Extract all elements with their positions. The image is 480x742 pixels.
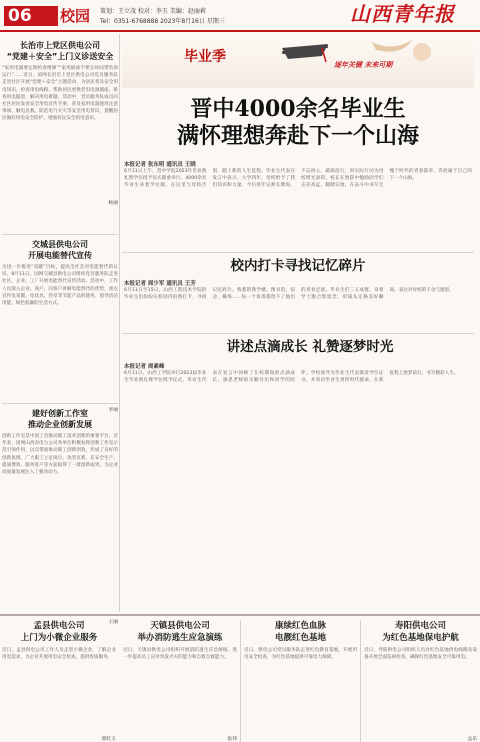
story-byline: 本报记者 周素峰 (124, 364, 165, 370)
bottom-byline: 孟乐 (467, 737, 477, 742)
story-byline: 本报记者 周少军 通讯员 王芳 (124, 281, 196, 287)
brief-body: 创新工作室是中国工会推动职工技术创新的重要平台。近年来，国网山西省电力公司各单位积极发挥创新工作室示范引领作用，以点带面推动职工创新创效，形成了良好的创新氛围，广大职工立足岗位、攻坚克难，在安全生产、提质增效、服务客户等方面取得了一批创新成果，为企业高质量发展注入了强劲动力。 (2, 434, 118, 476)
contact-line: Tel：0351-6768888 2023年8月16日 星期三 (100, 18, 225, 25)
story-body: 6月11日至15日，山西工程技术学院的毕业生们纷纷在校园内拍照打卡，寻找记忆碎片。熟悉的教学楼、图书馆、宿舍、操场……每一个角落都留下了他们的青春足迹。毕业生们三五成群，身着学士服合影留念，用镜头定格美好瞬间，表达对母校的不舍与感恩。 (124, 288, 454, 301)
bottom-body: 近日，寿阳供电公司组织人员对红色基地供电线路及设备开展全面巡视检查，确保红色基地安全可靠用电。 (364, 648, 477, 661)
bottom-article (364, 620, 477, 742)
section-divider (122, 333, 474, 334)
section-divider (0, 614, 480, 616)
brief-byline: 李丽 (108, 408, 118, 413)
column-divider (360, 620, 361, 742)
bottom-body: 近日，天镇县供电公司组织开展消防逃生应急演练，进一步提高员工应对突发火灾的能力和自救互救能力。 (123, 648, 237, 661)
column-divider (240, 620, 241, 742)
editor-line: 策划：王立茂 校对：李玉 美编：赵丽莉 (100, 8, 206, 15)
graduation-banner (122, 34, 474, 88)
bottom-title: 孟县供电公司 上门为小微企业服务 (20, 621, 98, 643)
brief-article (2, 40, 118, 206)
newspaper-masthead: 山西青年报 (350, 2, 455, 26)
header-rule (0, 30, 480, 32)
bottom-body: 近日，供电公司党员服务队走进红色教育基地，开展用电安全检查，为红色基地提供可靠电力保障。 (244, 648, 357, 661)
page-number: 06 (4, 6, 58, 26)
brief-article (2, 239, 118, 413)
brief-byline: 王丽 (108, 620, 118, 625)
brief-body: 为进一步推进“双碳”目标，提高全社会对电能替代的认识，8月11日，国网交城县供电公司组织党员服务队走进社区、企业、工厂开展电能替代宣传活动。活动中，工作人员深入企业、商户，向客户讲解电能替代的优势，重点宣传电采暖、电炊具、热泵等节能产品的使用，倡导清洁用能、绿色低碳的生活方式。 (2, 265, 118, 307)
headline-line: 满怀理想奔赴下一个山海 (176, 123, 419, 149)
headline (122, 96, 474, 150)
bottom-body: 近日，孟县供电公司工作人员走进小微企业，了解企业用电需求，为企业开展用电安全检查，提供优质服务。 (2, 648, 116, 661)
banner-tagline: 逐年关键 未来可期 (334, 60, 393, 69)
story-title: 讲述点滴成长 礼赞逐梦时光 (226, 339, 394, 355)
section-divider (2, 234, 118, 235)
bottom-article (123, 620, 237, 742)
column-divider (119, 34, 120, 612)
section-title: 校园 (60, 7, 91, 25)
brief-body: “家用电器要定期检查维修”“家用插座不要长时间带负荷运行”……近日，国网长治市上党区供电公司党员服务队走进社区开展“党建＋安全”主题活动，为居民普及安全用电知识，检查用电线路，帮助居民更换老旧电源插座，排查用电隐患，解决用电难题。活动中，党员服务队成员向社区居民发放安全用电宣传手册，普及家用电器使用注意事项、触电急救、防范电气火灾等安全用电常识，提醒居民做好用电安全防护，增强居民安全用电意识。 (2, 66, 118, 122)
brief-title: 建好创新工作室 推动企业创新发展 (28, 409, 92, 429)
bottom-title: 天镇县供电公司 举办消防逃生应急演练 (137, 621, 223, 643)
graduation-cap-icon (122, 34, 474, 88)
story-body: 6月11日，山西工学院举行2023届毕业生毕业典礼暨学位授予仪式。毕业生代表在发言中回顾了在校期间的点滴成长，感恩老师的辛勤付出和同学的陪伴。学校领导为毕业生代表颁发学位证书，并寄语毕业生勇担时代使命，在新征程上逐梦前行，书写精彩人生。 (124, 371, 459, 384)
brief-article (2, 408, 118, 625)
headline-line: 晋中4000余名毕业生 (190, 96, 406, 122)
feature-body: 6月11日上午，晋中学院2023年毕业典礼暨学位授予仪式隆重举行。4000余名毕业生身着学位服，在这里与母校告别，踏上新的人生征程。毕业生代表在发言中表示，大学四年，母校给予了我们知识和力量，今后将牢记师长教诲，不忘初心、砥砺前行，用实际行动为母校增光添彩。校长在致辞中勉励同学们志存高远、脚踏实地，在奋斗中书写无愧于时代的青春篇章，奔赴属于自己的下一个山海。 (124, 169, 472, 189)
brief-title: 交城县供电公司 开展电能替代宣传 (28, 240, 92, 260)
bottom-title: 寿阳供电公司 为红色基地保电护航 (382, 621, 459, 643)
section-divider (2, 403, 118, 404)
bottom-article (244, 620, 357, 735)
feature-byline: 本报记者 张东明 通讯员 王晓 (124, 162, 196, 168)
story-title: 校内打卡寻找记忆碎片 (230, 258, 366, 274)
bottom-title: 康续红色血脉 电靓红色基地 (274, 621, 326, 643)
banner-text: 毕业季 (184, 49, 226, 65)
brief-byline: 杨丽 (108, 201, 118, 206)
bottom-byline: 郭红玉 (101, 737, 116, 742)
brief-title: 长治市上党区供电公司 “党建＋安全”上门义诊送安全 (6, 41, 114, 61)
section-divider (122, 252, 474, 253)
bottom-byline: 张伟 (227, 737, 237, 742)
bottom-article (2, 620, 116, 742)
